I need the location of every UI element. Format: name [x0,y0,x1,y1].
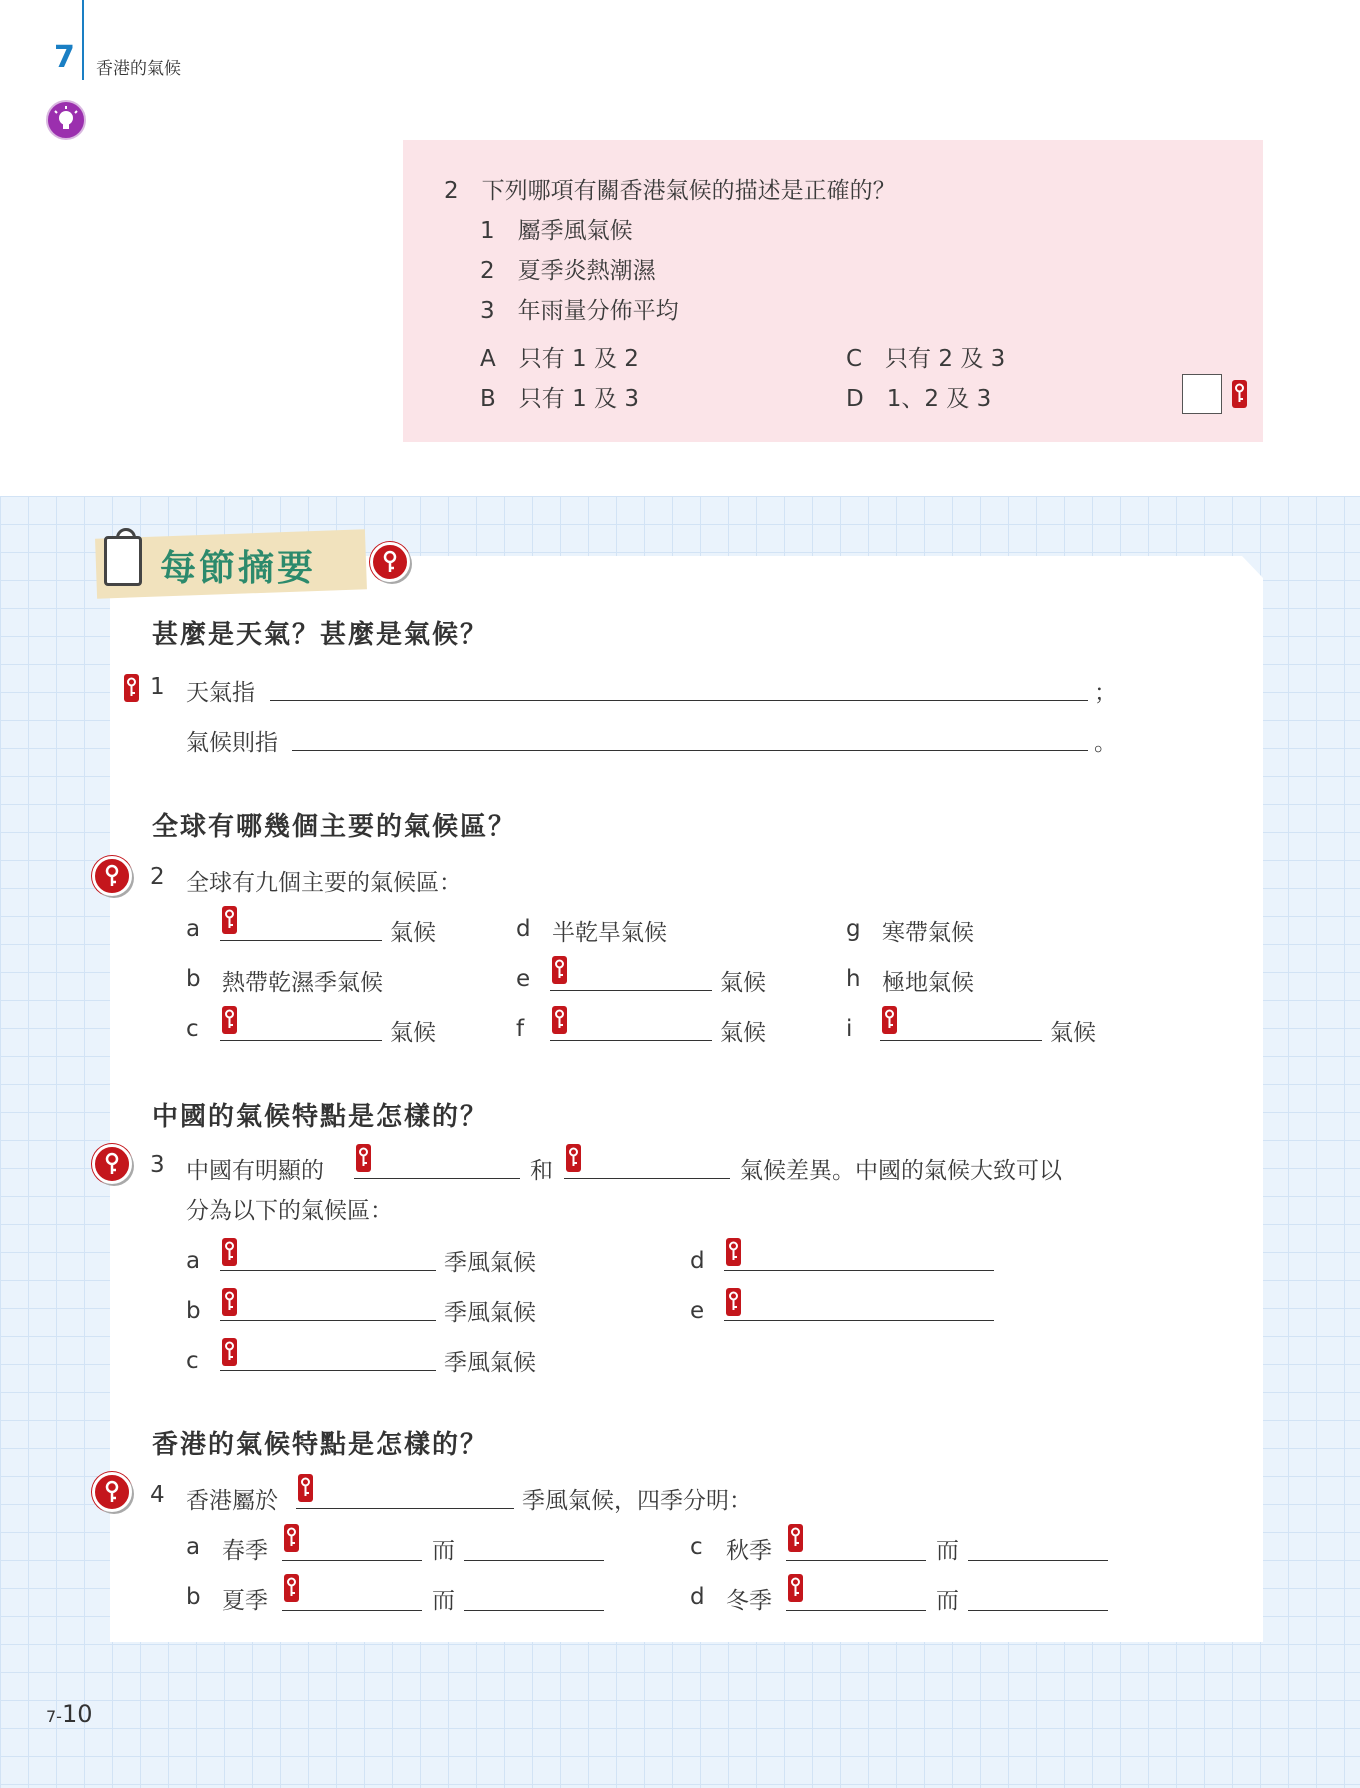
item-letter: b [186,1298,201,1324]
chapter-divider [82,0,84,80]
item-letter: b [186,1584,201,1610]
item-letter: b [186,966,201,992]
item-letter: a [186,1534,201,1560]
lightbulb-icon [46,100,86,140]
key-icon [552,1006,567,1034]
quiz-option-a[interactable]: A 只有 1 及 2 [480,346,639,372]
item-letter: a [186,916,201,942]
season-label: 夏季 [222,1588,268,1614]
key-icon [1232,380,1247,408]
chapter-number: 7 [54,40,75,75]
item-suffix: 季風氣候 [444,1350,536,1376]
conjunction: 而 [936,1588,959,1614]
summer-blank-1[interactable] [282,1610,422,1611]
key-circle-icon [370,542,410,582]
key-circle-icon [92,1472,132,1512]
item-text: 半乾旱氣候 [552,920,667,946]
conjunction: 而 [432,1588,455,1614]
item-suffix: 季風氣候 [444,1250,536,1276]
q2i-blank[interactable] [880,1040,1042,1041]
autumn-blank-2[interactable] [968,1560,1108,1561]
quiz-option-c[interactable]: C 只有 2 及 3 [846,346,1006,372]
item-suffix: 氣候 [720,1020,766,1046]
quiz-option-d[interactable]: D 1、2 及 3 [846,386,992,412]
q3-prefix: 中國有明顯的 [186,1158,324,1184]
autumn-blank-1[interactable] [786,1560,926,1561]
key-icon [222,1338,237,1366]
key-circle-icon [92,856,132,896]
q3-line2: 分為以下的氣候區： [186,1198,393,1224]
item-letter: d [690,1584,705,1610]
season-label: 春季 [222,1538,268,1564]
q1-weather-label: 天氣指 [186,680,255,706]
q2e-blank[interactable] [550,990,712,991]
quiz-statement: 3 年雨量分佈平均 [480,298,679,324]
key-icon [284,1574,299,1602]
item-letter: c [690,1534,703,1560]
summary-title: 每節摘要 [160,548,317,589]
key-icon [222,1288,237,1316]
season-label: 秋季 [726,1538,772,1564]
q4-prefix: 香港屬於 [186,1488,278,1514]
question-number: 2 [150,864,165,890]
q4-blank[interactable] [296,1508,514,1509]
item-letter: d [690,1248,705,1274]
key-icon [726,1288,741,1316]
q3a-blank[interactable] [220,1270,436,1271]
key-icon [124,674,139,702]
item-letter: f [516,1016,525,1042]
key-icon [356,1144,371,1172]
item-letter: a [186,1248,201,1274]
q1-weather-blank[interactable] [270,700,1088,701]
item-letter: c [186,1348,199,1374]
winter-blank-1[interactable] [786,1610,926,1611]
key-icon [788,1524,803,1552]
item-letter: e [690,1298,705,1324]
key-icon [882,1006,897,1034]
q2f-blank[interactable] [550,1040,712,1041]
q1-climate-blank[interactable] [292,750,1088,751]
q3d-blank[interactable] [724,1270,994,1271]
q3b-blank[interactable] [220,1320,436,1321]
item-letter: d [516,916,531,942]
page-number-value: 10 [61,1700,93,1728]
q3-blank-1[interactable] [354,1178,520,1179]
key-icon [726,1238,741,1266]
key-circle-icon [92,1144,132,1184]
item-text: 熱帶乾濕季氣候 [222,970,383,996]
key-icon [298,1474,313,1502]
conjunction: 而 [936,1538,959,1564]
item-letter: e [516,966,531,992]
punctuation: 。 [1094,730,1117,756]
item-letter: c [186,1016,199,1042]
section-heading: 甚麼是天氣？甚麼是氣候？ [152,620,489,650]
question-number: 4 [150,1482,165,1508]
section-heading: 香港的氣候特點是怎樣的？ [152,1430,489,1460]
quiz-question: 2 下列哪項有關香港氣候的描述是正確的？ [444,178,896,204]
key-icon [788,1574,803,1602]
q1-climate-label: 氣候則指 [186,730,278,756]
key-icon [222,1238,237,1266]
q2a-blank[interactable] [220,940,382,941]
winter-blank-2[interactable] [968,1610,1108,1611]
chapter-title: 香港的氣候 [96,59,181,79]
question-number: 1 [150,674,165,700]
q4-suffix: 季風氣候，四季分明： [522,1488,752,1514]
page-prefix: 7- [46,1707,62,1726]
q2-intro: 全球有九個主要的氣候區： [186,870,462,896]
conjunction: 而 [432,1538,455,1564]
item-text: 寒帶氣候 [882,920,974,946]
spring-blank-2[interactable] [464,1560,604,1561]
page-number [46,1700,93,1728]
q2c-blank[interactable] [220,1040,382,1041]
item-suffix: 氣候 [720,970,766,996]
quiz-option-b[interactable]: B 只有 1 及 3 [480,386,639,412]
item-letter: i [846,1016,853,1042]
item-suffix: 氣候 [390,1020,436,1046]
answer-box[interactable] [1182,374,1222,414]
key-icon [222,906,237,934]
quiz-statement: 2 夏季炎熱潮濕 [480,258,656,284]
q3e-blank[interactable] [724,1320,994,1321]
quiz-statement: 1 屬季風氣候 [480,218,633,244]
q3-blank-2[interactable] [564,1178,730,1179]
section-heading: 全球有哪幾個主要的氣候區？ [152,812,517,842]
key-icon [222,1006,237,1034]
q3c-blank[interactable] [220,1370,436,1371]
item-text: 極地氣候 [882,970,974,996]
key-icon [284,1524,299,1552]
item-letter: g [846,916,861,942]
spring-blank-1[interactable] [282,1560,422,1561]
item-suffix: 季風氣候 [444,1300,536,1326]
item-suffix: 氣候 [390,920,436,946]
item-letter: h [846,966,861,992]
summer-blank-2[interactable] [464,1610,604,1611]
punctuation: ； [1094,680,1117,706]
question-number: 3 [150,1152,165,1178]
key-icon [566,1144,581,1172]
clipboard-icon [104,536,142,586]
q3-mid: 和 [530,1158,553,1184]
season-label: 冬季 [726,1588,772,1614]
item-suffix: 氣候 [1050,1020,1096,1046]
q3-suffix: 氣候差異。中國的氣候大致可以 [740,1158,1062,1184]
key-icon [552,956,567,984]
section-heading: 中國的氣候特點是怎樣的？ [152,1102,489,1132]
